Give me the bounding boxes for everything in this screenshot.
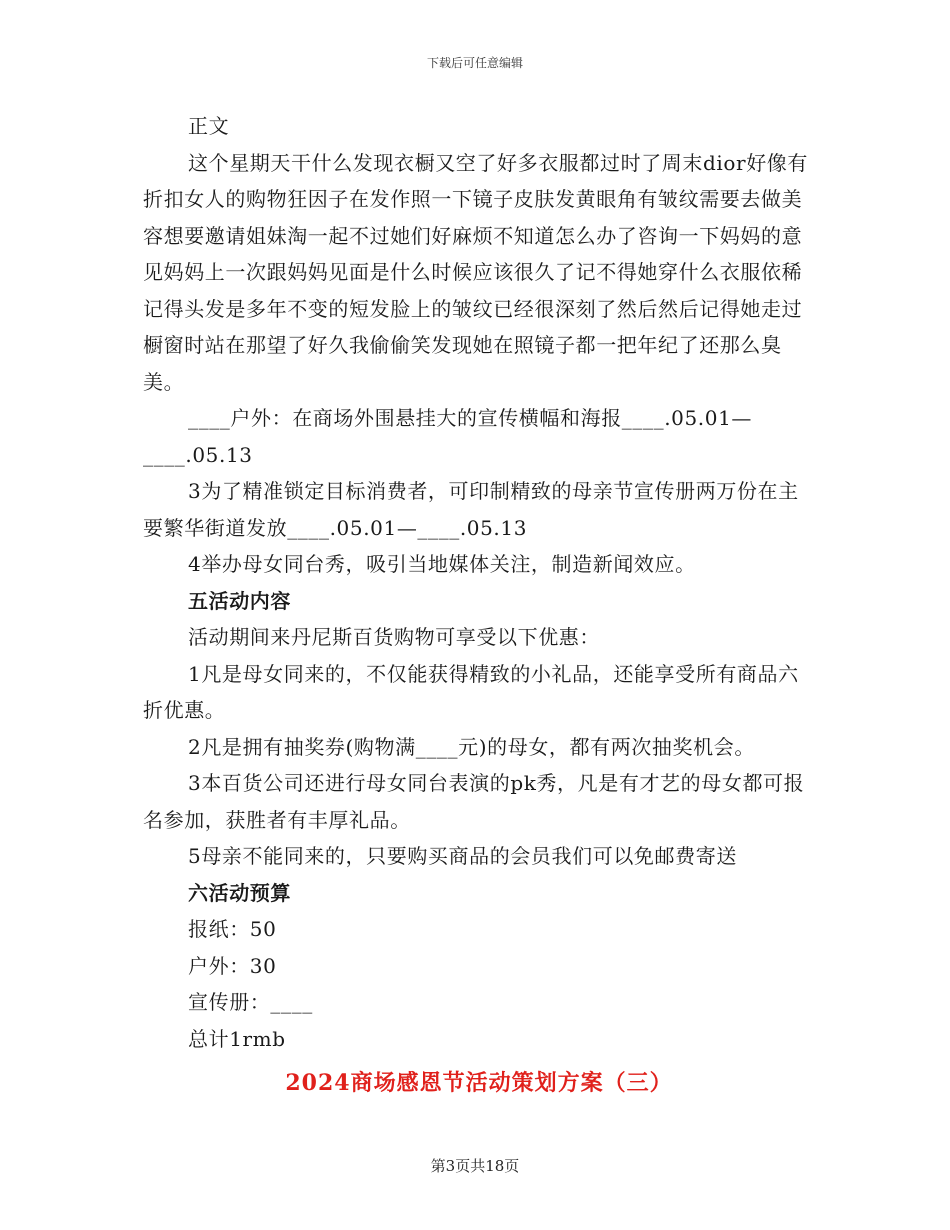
paragraph-offer-3: 3本百货公司还进行母女同台表演的pk秀，凡是有才艺的母女都可报名参加，获胜者有丰厚礼品。 xyxy=(143,771,805,832)
section-heading-activity-content: 五活动内容 xyxy=(188,588,291,613)
budget-total: 总计1rmb xyxy=(188,1026,286,1051)
page-footer-number: 第3页共18页 xyxy=(430,1157,520,1175)
paragraph-offer-5: 5母亲不能同来的，只要购买商品的会员我们可以免邮费寄送 xyxy=(188,844,737,868)
paragraph-outdoor-ads: ____户外：在商场外围悬挂大的宣传横幅和海报____.05.01—____.05.13 xyxy=(143,406,753,467)
document-body xyxy=(143,108,815,1103)
paragraph-story: 这个星期天干什么发现衣橱又空了好多衣服都过时了周末dior好像有折扣女人的购物狂因子在发作照一下镜子皮肤发黄眼角有皱纹需要去做美容想要邀请姐妹淘一起不过她们好麻烦不知道怎么办了咨询一下妈妈的意见妈妈上一次跟妈妈见面是什么时候应该很久了记不得她穿什么衣服依稀记得头发是多年不变的短发脸上的皱纹已经很深刻了然后然后记得她走过橱窗时站在那望了好久我偷偷笑发现她在照镜子都一把年纪了还那么臭美。 xyxy=(143,150,809,394)
paragraph-offer-1: 1凡是母女同来的，不仅能获得精致的小礼品，还能享受所有商品六折优惠。 xyxy=(143,661,799,722)
paragraph-discount-intro: 活动期间来丹尼斯百货购物可享受以下优惠： xyxy=(188,625,600,649)
budget-newspaper: 报纸：50 xyxy=(188,917,277,941)
page-header-note: 下载后可任意编辑 xyxy=(426,56,523,70)
budget-brochure: 宣传册：____ xyxy=(188,990,313,1014)
paragraph-brochure: 3为了精准锁定目标消费者，可印制精致的母亲节宣传册两万份在主要繁华街道发放____.05.01—____.05.13 xyxy=(143,479,799,540)
section-heading-budget: 六活动预算 xyxy=(188,880,291,905)
paragraph-offer-2: 2凡是拥有抽奖券(购物满____元)的母女，都有两次抽奖机会。 xyxy=(188,734,755,759)
paragraph-heading-zhengwen: 正文 xyxy=(188,114,230,138)
paragraph-show: 4举办母女同台秀，吸引当地媒体关注，制造新闻效应。 xyxy=(188,552,696,576)
budget-outdoor: 户外：30 xyxy=(188,953,277,978)
section-title: 2024商场感恩节活动策划方案（三） xyxy=(285,1070,673,1096)
